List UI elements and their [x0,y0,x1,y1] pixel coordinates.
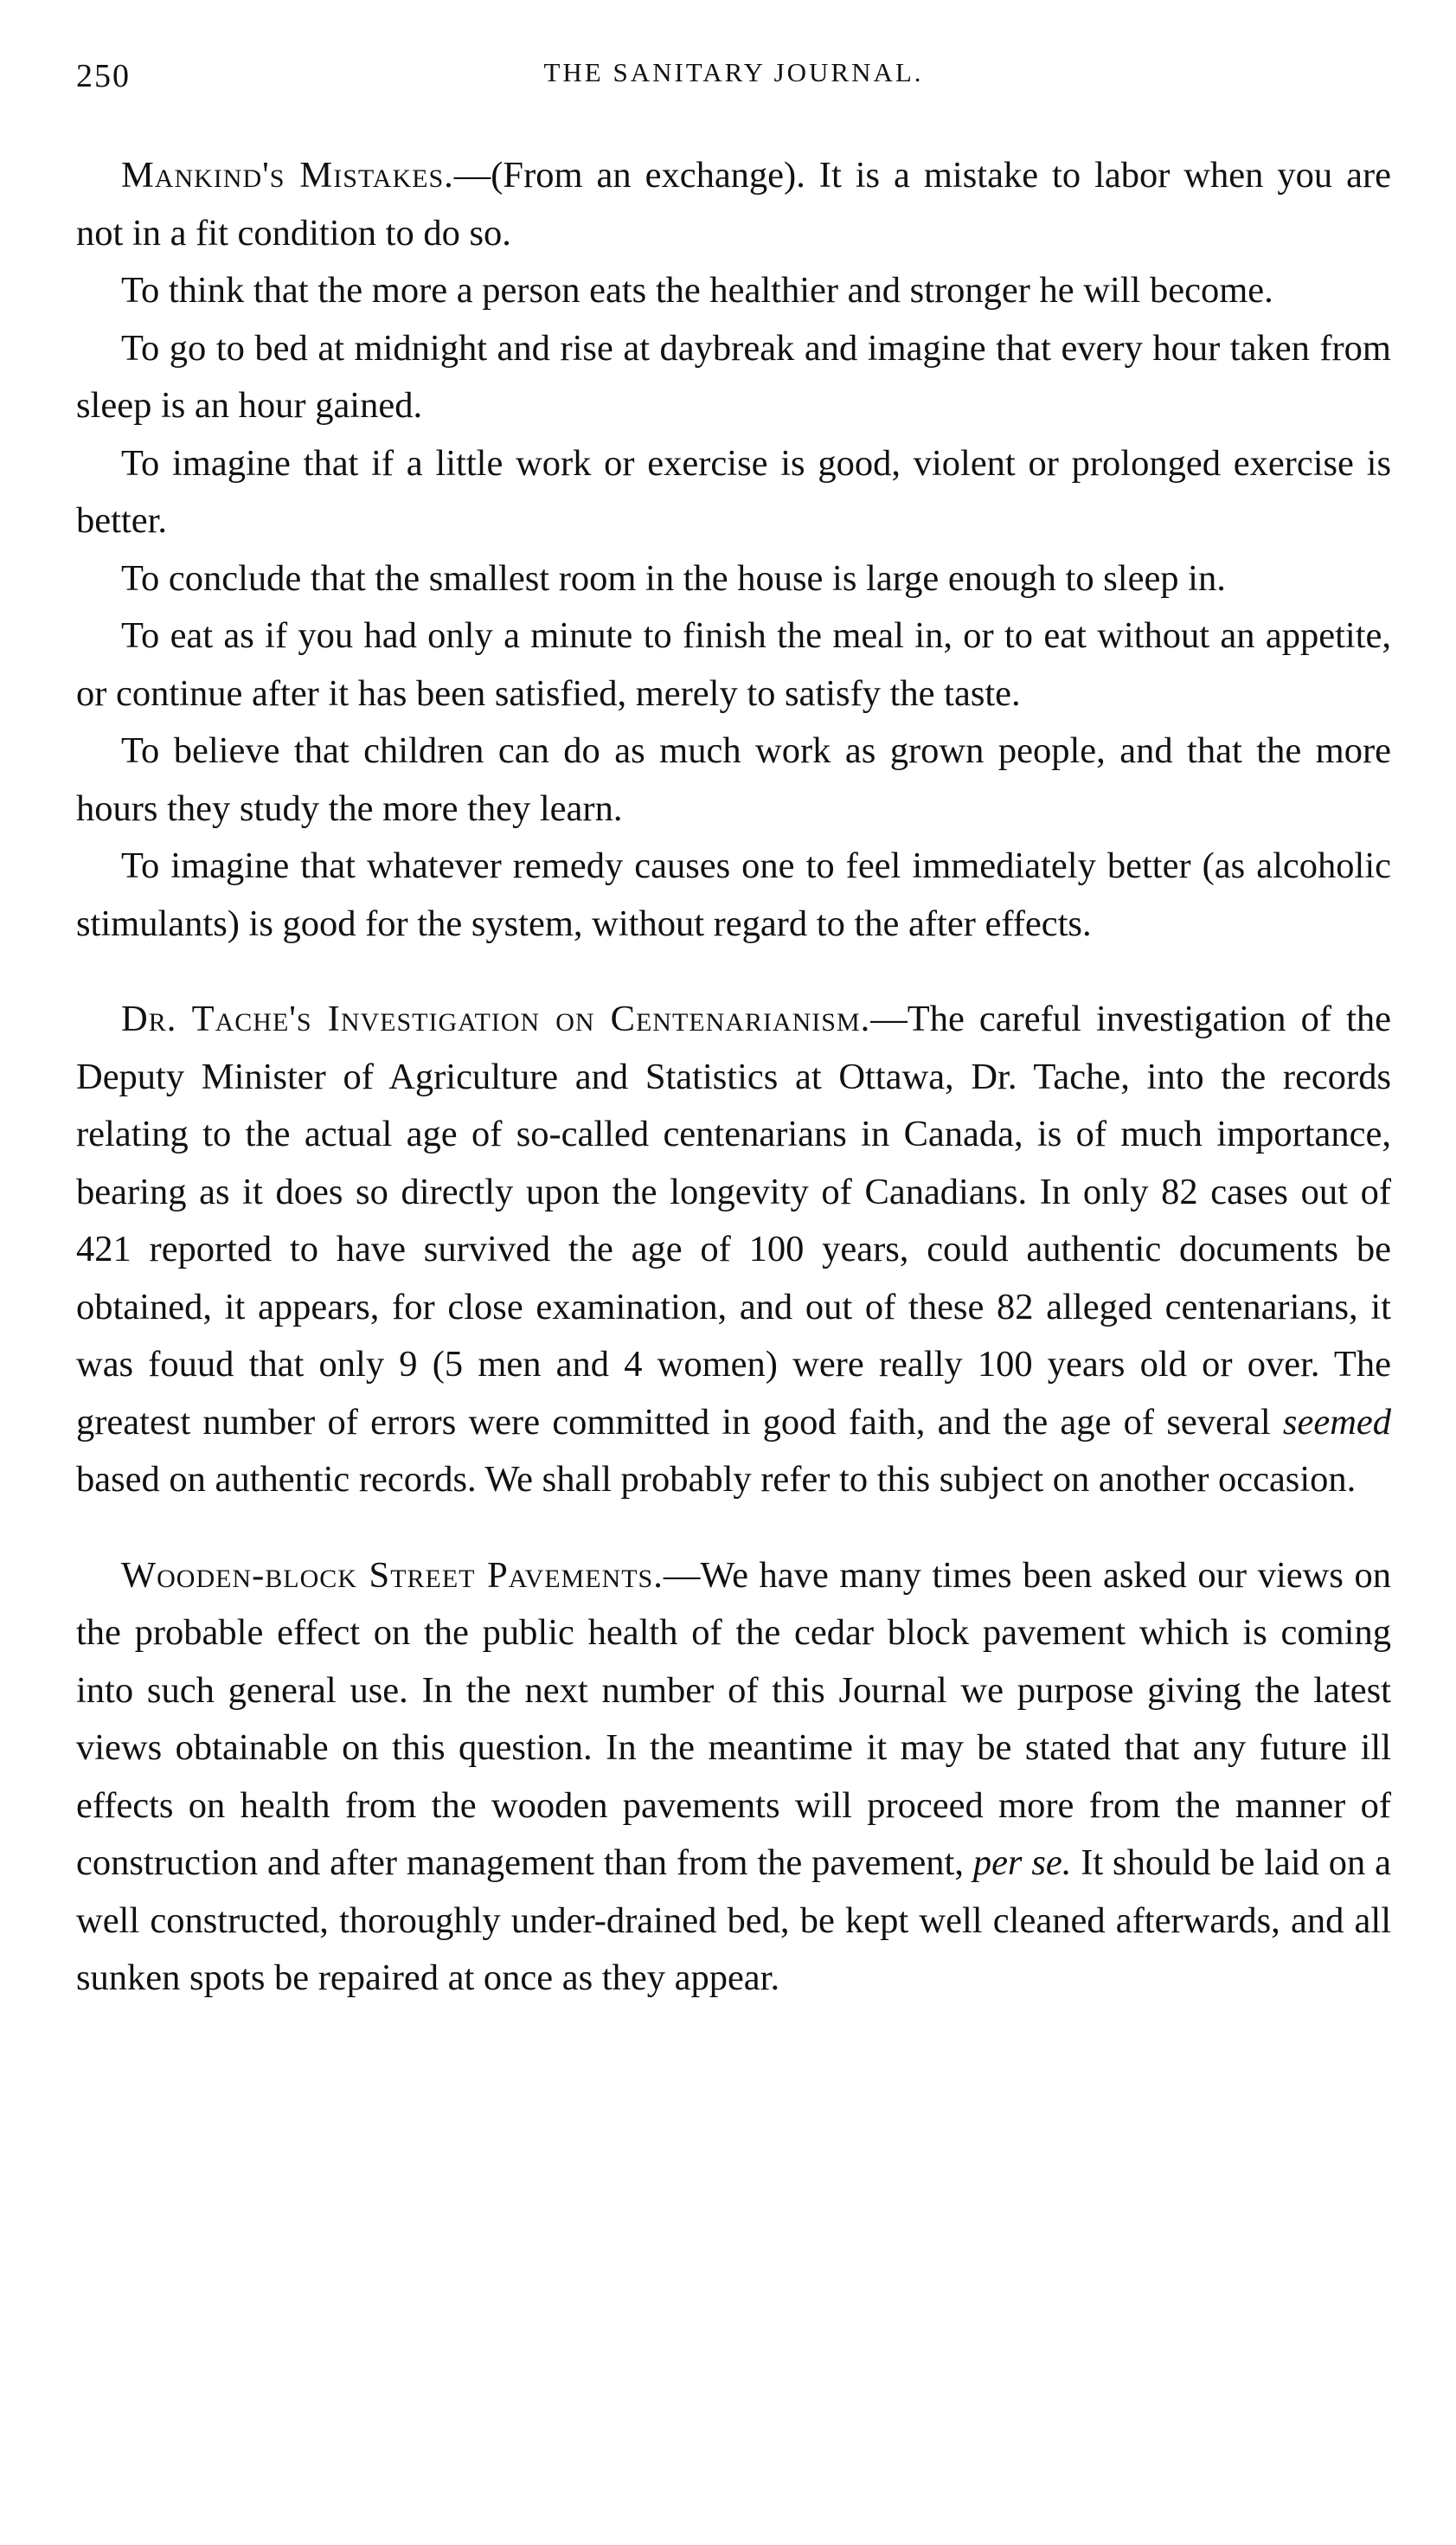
section-heading: Dr. Tache's Investigation on Centenarianism. [121,999,871,1039]
paragraph: To imagine that if a little work or exercise is good, violent or prolonged exercise is better. [76,442,1391,541]
paragraph-text: —(From an exchange). It is a mistake to labor when you are not in a fit condition to do so. [76,155,1391,254]
paragraph: To imagine that whatever remedy causes one to feel immediately better (as alcoholic stimulants) is good for the system, without regard to the after effects. [76,845,1391,944]
section-centenarianism [76,991,1391,1509]
paragraph: To conclude that the smallest room in the house is large enough to sleep in. [121,557,1226,599]
paragraph [76,1547,1391,2008]
page-number: 250 [76,58,131,94]
section-mankinds-mistakes [76,147,1391,953]
paragraph-text: It should be laid on a well constructed, thoroughly under-drained bed, be kept well cleaned afterwards, and all sunken spots be repaired at once as they appear. [76,1842,1392,1998]
italic-phrase: per se. [972,1842,1072,1883]
italic-word: seemed [1282,1401,1391,1443]
paragraph-text: based on authentic records. We shall probably refer to this subject on another occasion. [76,1459,1357,1500]
article-body [76,147,1391,2008]
journal-title: THE SANITARY JOURNAL. [543,57,924,87]
paragraph: To believe that children can do as much work as grown people, and that the more hours they study the more they learn. [76,730,1391,829]
paragraph [76,991,1391,1509]
paragraph: To think that the more a person eats the healthier and stronger he will become. [121,270,1273,311]
paragraph-text: —The careful investigation of the Deputy Minister of Agriculture and Statistics at Ottawa, Dr. Tache, into the records relating to the actual age of so-called centenarians in Canada, is of much importance, bearing as it does so directly upon the longevity of Canadians. In only 82 cases out of 421 reported to have survived the age of 100 years, could authentic documents be obtained, it appears, for close examination, and out of these 82 alleged centenarians, it was fouud that only 9 (5 men and 4 women) were really 100 years old or over. The greatest number of errors were committed in good faith, and the age of several [76,999,1391,1443]
section-heading: Wooden-block Street Pavements. [121,1554,664,1596]
journal-page [76,52,1391,2008]
paragraph [76,147,1391,262]
paragraph: To eat as if you had only a minute to finish the meal in, or to eat without an appetite, or continue after it has been satisfied, merely to satisfy the taste. [76,615,1391,714]
paragraph: To go to bed at midnight and rise at daybreak and imagine that every hour taken from sleep is an hour gained. [76,327,1391,426]
section-heading: Mankind's Mistakes. [121,155,454,196]
running-head [76,52,1391,104]
section-wooden-pavements [76,1547,1391,2008]
paragraph-text: —We have many times been asked our views on the probable effect on the public health of the cedar block pavement which is coming into such general use. In the next number of this Journal we purpose giving the latest views obtainable on this question. In the meantime it may be stated that any future ill effects on health from the wooden pavements will proceed more from the manner of construction and after management than from the pavement, [76,1554,1391,1883]
